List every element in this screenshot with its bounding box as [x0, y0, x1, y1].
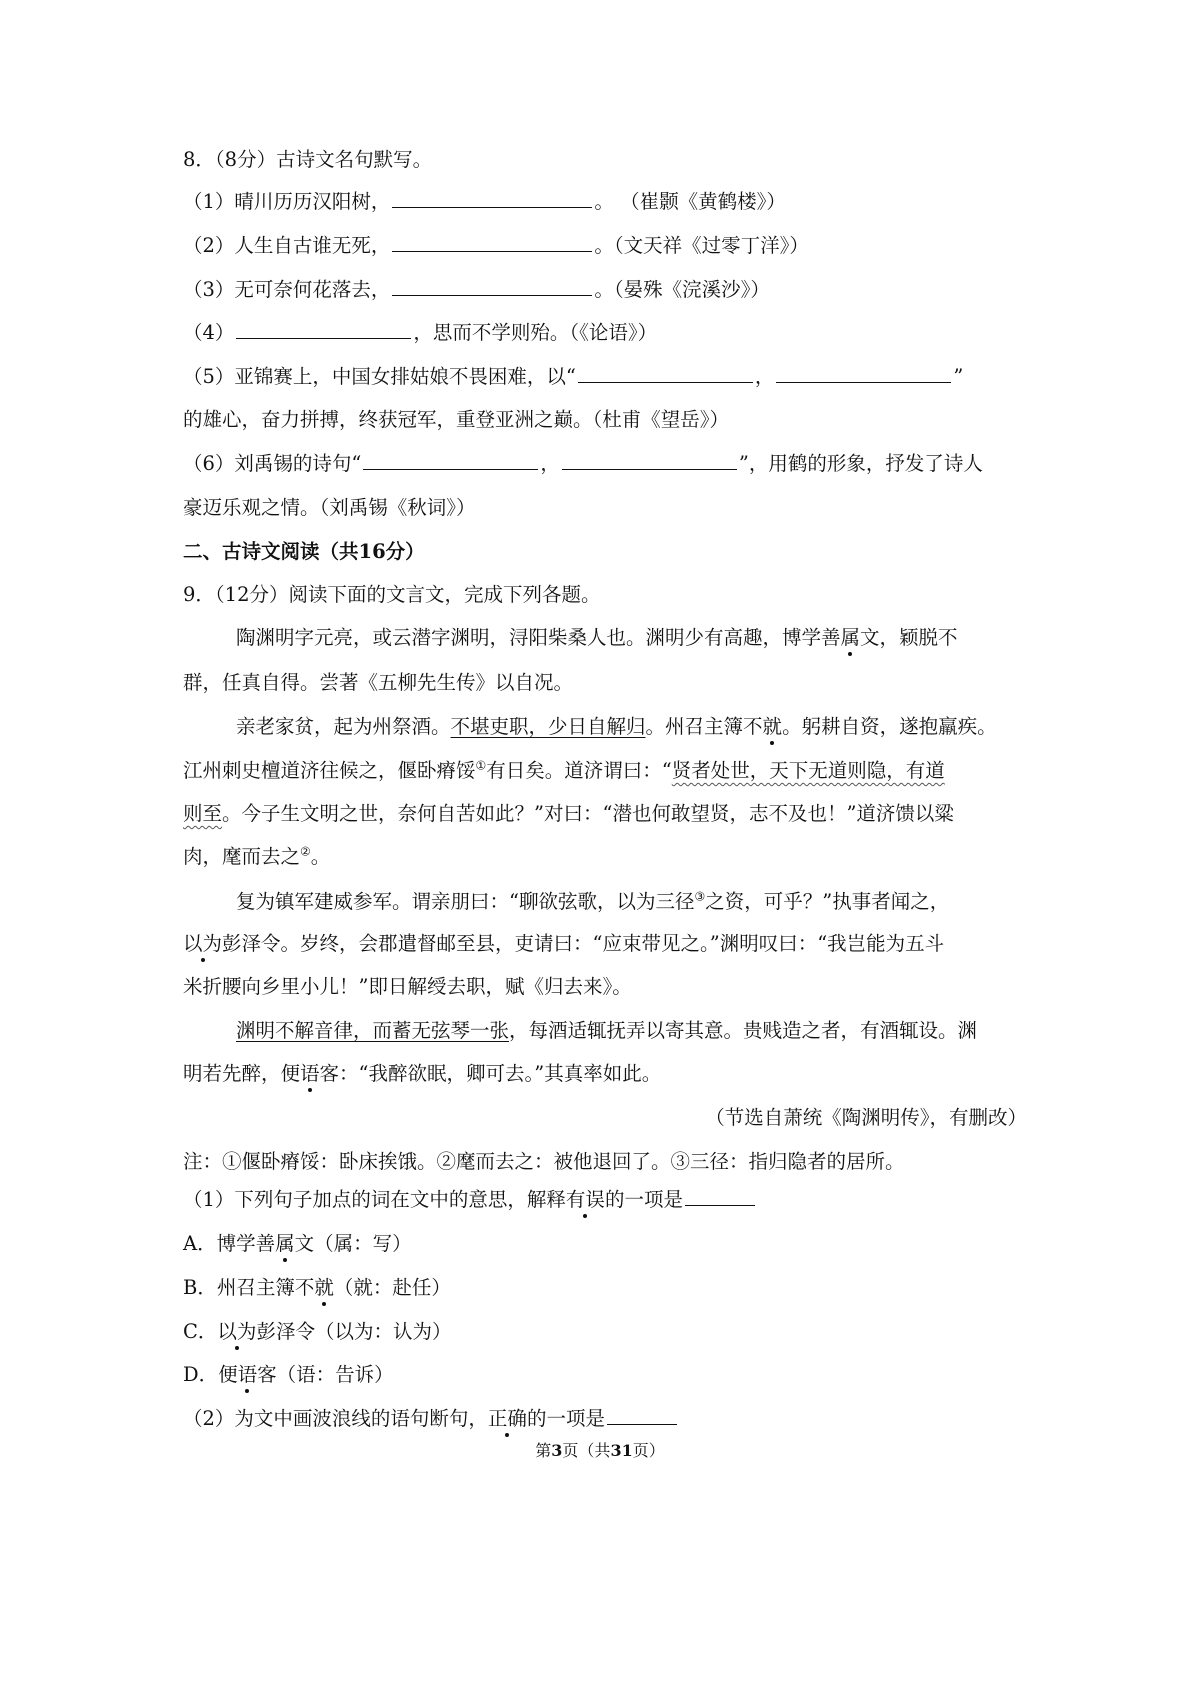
option-a[interactable]: A．博学善属文（属：写） [183, 1232, 412, 1255]
option-d[interactable]: D．便语客（语：告诉） [183, 1363, 394, 1386]
annotation-note: 注：①偃卧瘠馁：卧床挨饿。②麾而去之：被他退回了。③三径：指归隐者的居所。 [183, 1150, 905, 1173]
answer-blank[interactable] [607, 1406, 677, 1425]
q8-item-5: （5）亚锦赛上，中国女排姑娘不畏困难，以“ ， ” [183, 365, 964, 388]
q8-item-2: （2）人生自古谁无死， 。（文天祥《过零丁洋》） [183, 234, 809, 257]
passage-line: 群，任真自得。尝著《五柳先生传》以自况。 [183, 671, 574, 694]
answer-blank[interactable] [392, 189, 592, 208]
answer-blank[interactable] [363, 451, 538, 470]
passage-line: 复为镇军建威参军。谓亲朋曰：“聊欲弦歌，以为三径③之资，可乎？”执事者闻之， [236, 889, 950, 913]
answer-blank[interactable] [685, 1187, 755, 1206]
q9-title: 9．（12分）阅读下面的文言文，完成下列各题。 [183, 583, 601, 606]
passage-source: （节选自萧统《陶渊明传》，有删改） [705, 1106, 1027, 1129]
q8-item-6: （6）刘禹锡的诗句“ ， ”，用鹤的形象，抒发了诗人 [183, 452, 983, 475]
q8-item-3: （3）无可奈何花落去， 。（晏殊《浣溪沙》） [183, 278, 770, 301]
passage-line: 肉，麾而去之②。 [183, 844, 331, 868]
section-title: 二、古诗文阅读（共16分） [183, 540, 425, 563]
q8-item-1: （1）晴川历历汉阳树， 。 （崔颢《黄鹤楼》） [183, 190, 786, 213]
page-number: 3 [551, 1441, 563, 1460]
answer-blank[interactable] [236, 320, 411, 339]
passage-line: 亲老家贫，起为州祭酒。不堪吏职，少日自解归。州召主簿不就。躬耕自资，遂抱羸疾。 [236, 715, 997, 738]
passage-line: 以为彭泽令。岁终，会郡遣督邮至县，吏请曰：“应束带见之。”渊明叹曰：“我岂能为五斗 [183, 932, 945, 955]
q8-item-4: （4） ，思而不学则殆。（《论语》） [183, 321, 658, 344]
answer-blank[interactable] [392, 233, 592, 252]
passage-line: 渊明不解音律，而蓄无弦琴一张，每酒适辄抚弄以寄其意。贵贱造之者，有酒辄设。渊 [236, 1019, 978, 1042]
q8-title: 8．（8分）古诗文名句默写。 [183, 148, 433, 171]
option-b[interactable]: B．州召主簿不就（就：赴任） [183, 1276, 451, 1299]
q8-item-6-cont: 豪迈乐观之情。（刘禹锡《秋词》） [183, 496, 476, 519]
passage-line: 明若先醉，便语客：“我醉欲眠，卿可去。”其真率如此。 [183, 1062, 662, 1085]
passage-line: 米折腰向乡里小儿！”即日解绶去职，赋《归去来》。 [183, 975, 632, 998]
option-c[interactable]: C．以为彭泽令（以为：认为） [183, 1320, 452, 1343]
passage-line: 陶渊明字元亮，或云潜字渊明，浔阳柴桑人也。渊明少有高趣，博学善属文，颖脱不 [236, 626, 958, 649]
total-pages: 31 [610, 1441, 633, 1460]
q8-item-5-cont: 的雄心，奋力拼搏，终获冠军，重登亚洲之巅。（杜甫《望岳》） [183, 408, 730, 431]
answer-blank[interactable] [578, 364, 753, 383]
answer-blank[interactable] [776, 364, 951, 383]
subquestion-2: （2）为文中画波浪线的语句断句，正确的一项是 [183, 1405, 679, 1433]
passage-line: 则至。今子生文明之世，奈何自苦如此？”对曰：“潜也何敢望贤，志不及也！”道济馈以粱 [183, 802, 954, 825]
answer-blank[interactable] [392, 277, 592, 296]
answer-blank[interactable] [562, 451, 737, 470]
subquestion-1: （1）下列句子加点的词在文中的意思，解释有误的一项是 [183, 1186, 757, 1214]
passage-line: 江州刺史檀道济往候之，偃卧瘠馁①有日矣。道济谓曰：“贤者处世，天下无道则隐，有道 [183, 758, 945, 782]
page-footer: 第3页（共31页） [535, 1441, 665, 1460]
